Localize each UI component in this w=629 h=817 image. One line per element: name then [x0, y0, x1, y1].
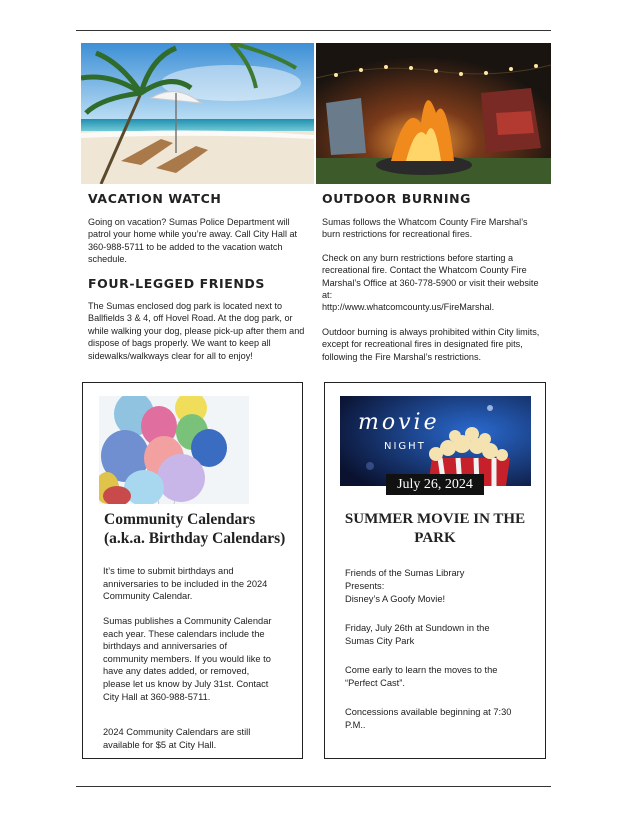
beach-photo [81, 43, 314, 184]
calendars-para-2: Sumas publishes a Community Calendar each year. These calendars include the birthdays and anniversaries of community members. If you would like to have any dates added, or removed, please let us know by July 31st. Contact City Hall at 360-988-5711. [103, 616, 272, 702]
movie-title: SUMMER MOVIE IN THE PARK [344, 511, 526, 546]
movie-night-photo [340, 396, 531, 486]
vacation-heading: VACATION WATCH [88, 191, 222, 206]
movie-para-1: Friends of the Sumas Library Presents: [345, 568, 465, 591]
movie-para-4: Concessions available beginning at 7:30 P.M.. [345, 707, 512, 730]
movie-image-title: movie [358, 410, 440, 435]
burning-para-3: Outdoor burning is always prohibited within City limits, except for recreational fires in designated fire pits, following the Fire Marshal’s restrictions. [322, 327, 540, 362]
burning-heading: OUTDOOR BURNING [322, 191, 472, 206]
calendars-title: Community Calendars (a.k.a. Birthday Calendars) [104, 511, 286, 547]
movie-para-3: Come early to learn the moves to the “Perfect Cast”. [345, 665, 498, 688]
burning-link[interactable]: http://www.whatcomcounty.us/FireMarshal. [322, 302, 495, 312]
movie-date-badge: July 26, 2024 [386, 474, 484, 495]
vacation-body: Going on vacation? Sumas Police Department will patrol your home while you’re away. Call City Hall at 360-988-5711 to be added to the vacation watch schedule. [88, 217, 298, 265]
calendars-para-3: 2024 Community Calendars are still available for $5 at City Hall. [103, 727, 251, 750]
pets-heading: FOUR-LEGGED FRIENDS [88, 276, 266, 291]
balloons-photo [99, 396, 289, 504]
calendars-para-1: It’s time to submit birthdays and anniversaries to be included in the 2024 Community Calendar. [103, 566, 268, 602]
burning-para-2: Check on any burn restrictions before starting a recreational fire. Contact the Whatcom County Fire Marshal’s Office at 360-778-5900 or visit their website at: [322, 253, 539, 301]
movie-para-2: Friday, July 26th at Sundown in the Sumas City Park [345, 623, 490, 646]
movie-para-1b: Disney’s A Goofy Movie! [345, 594, 446, 604]
movie-image-subtitle: NIGHT [384, 441, 426, 452]
campfire-photo [316, 43, 551, 184]
bottom-rule [76, 786, 551, 787]
pets-body: The Sumas enclosed dog park is located next to Ballfields 3 & 4, off Hovel Road. At the dog park, or while walking your dog, please pick-up after them and dispose of bags properly. We want to keep all sidewalks/walkways clear for all to enjoy! [88, 301, 305, 361]
top-rule [76, 30, 551, 31]
burning-para-1: Sumas follows the Whatcom County Fire Marshal’s burn restrictions for recreational fires. [322, 217, 528, 240]
